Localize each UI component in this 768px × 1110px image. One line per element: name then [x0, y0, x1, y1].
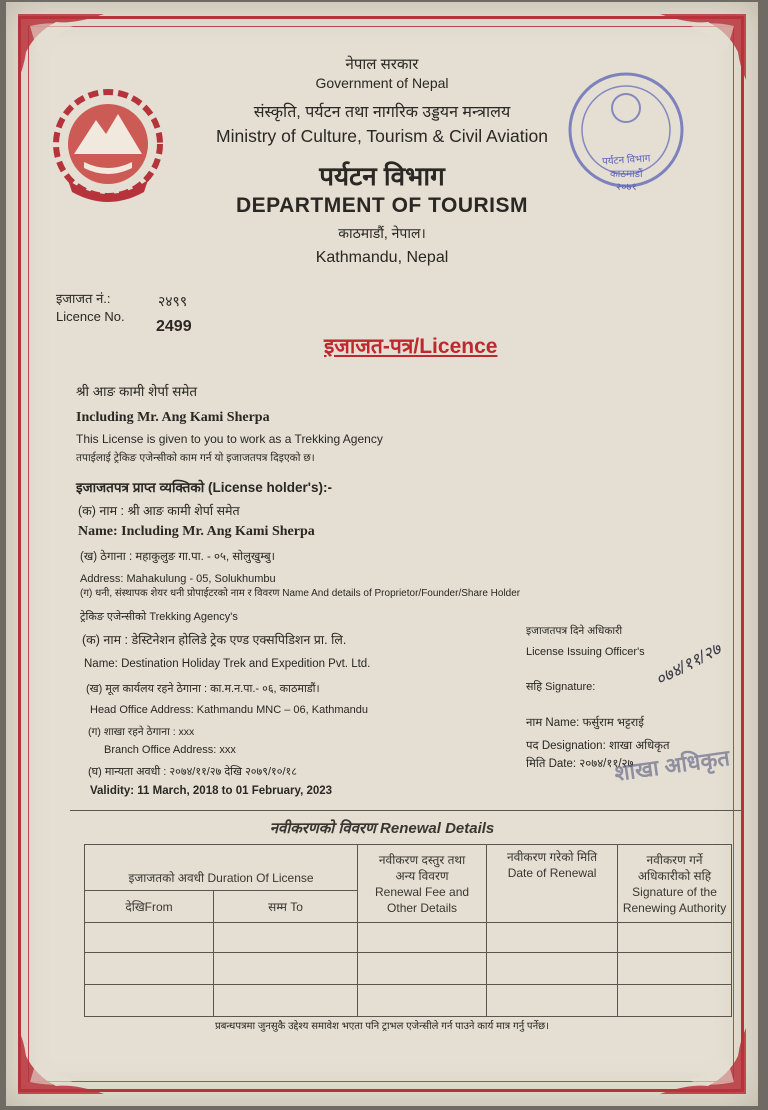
- name-en: Name: Including Mr. Ang Kami Sherpa: [78, 524, 315, 539]
- table-cell: [358, 923, 487, 953]
- given-np: तपाईलाई ट्रेकिङ एजेन्सीको काम गर्न यो इजाजतपत्र दिइएको छ।: [76, 452, 315, 464]
- officer-designation: पद Designation: शाखा अधिकृत: [526, 740, 670, 752]
- fee-header-line: Renewal Fee and: [375, 884, 470, 899]
- from-header: देखिFrom: [85, 891, 214, 923]
- licence-no-en: 2499: [156, 318, 192, 335]
- corner-ornament-bottom-left: [16, 1026, 106, 1096]
- agency-name-en: Name: Destination Holiday Trek and Expedition Pvt. Ltd.: [84, 658, 371, 670]
- officer-date: मिति Date: २०७४/११/२७: [526, 758, 634, 770]
- agency-heading: ट्रेकिङ एजेन्सीको Trekking Agency's: [80, 611, 238, 623]
- branch-np: (ग) शाखा रहने ठेगाना : xxx: [88, 726, 195, 738]
- ministry-title-np: संस्कृति, पर्यटन तथा नागरिक उड्डयन मन्त्रालय: [253, 104, 511, 121]
- table-cell: [487, 953, 618, 985]
- date-header-line: नवीकरण गरेको मिति: [506, 850, 598, 864]
- table-cell: [618, 985, 732, 1017]
- table-cell: [214, 985, 358, 1017]
- fee-header: [358, 845, 487, 923]
- table-cell: [618, 923, 732, 953]
- designation-seal: शाखा अधिकृत: [612, 745, 732, 786]
- table-cell: [487, 985, 618, 1017]
- head-office-en: Head Office Address: Kathmandu MNC – 06, Kathmandu: [90, 704, 369, 716]
- table-row: [85, 923, 732, 953]
- table-cell: [214, 953, 358, 985]
- ministry-title-en: Ministry of Culture, Tourism & Civil Aviation: [216, 126, 548, 146]
- name-np: (क) नाम : श्री आङ कामी शेर्पा समेत: [78, 504, 240, 518]
- footer-note: प्रबन्धपत्रमा जुनसुकै उद्देश्य समावेश भएता पनि ट्राभल एजेन्सीले गर्न पाउने कार्य मात्र गर्नु पर्नेछ।: [215, 1021, 549, 1032]
- gov-title-en: Government of Nepal: [315, 75, 449, 91]
- validity-en: Validity: 11 March, 2018 to 01 February, 2023: [90, 785, 333, 797]
- gov-title-np: नेपाल सरकार: [345, 56, 419, 73]
- sign-header-line: Renewing Authority: [622, 900, 727, 915]
- sign-header-line: नवीकरण गर्ने: [646, 852, 703, 867]
- to-header: सम्म To: [214, 891, 358, 923]
- dept-title-np: पर्यटन विभाग: [319, 161, 445, 191]
- dept-title-en: DEPARTMENT OF TOURISM: [235, 194, 529, 217]
- sign-header-line: अधिकारीको सहि: [637, 868, 712, 883]
- table-cell: [85, 985, 214, 1017]
- sign-header: [618, 845, 732, 923]
- address-np: (ख) ठेगाना : महाकुलुङ गा.पा. - ०५, सोलुखुम्बु।: [80, 551, 275, 563]
- officer-label-np: इजाजतपत्र दिने अधिकारी: [526, 625, 623, 637]
- city-np: काठमाडौं, नेपाल।: [338, 225, 426, 241]
- licence-no-label-en: Licence No.: [56, 309, 125, 324]
- officer-name: नाम Name: फर्सुराम भट्टराई: [526, 717, 644, 729]
- date-header-line: Date of Renewal: [507, 866, 597, 880]
- sign-header-line: Signature of the: [632, 884, 717, 899]
- signature-scribble: ०७४/११/२७: [652, 639, 725, 690]
- given-en: This License is given to you to work as a Trekking Agency: [76, 432, 383, 446]
- validity-np: (घ) मान्यता अवधी : २०७४/११/२७ देखि २०७९/१०/१८: [88, 766, 297, 778]
- fee-header-line: Other Details: [387, 900, 458, 915]
- table-cell: [618, 953, 732, 985]
- renewal-heading: नवीकरणको विवरण Renewal Details: [269, 820, 495, 837]
- licence-no-label-np: इजाजत नं.:: [56, 291, 111, 306]
- table-cell: [214, 923, 358, 953]
- table-cell: [85, 923, 214, 953]
- table-row: [85, 953, 732, 985]
- corner-ornament-bottom-right: [658, 1026, 748, 1096]
- agency-name-np: (क) नाम : डेस्टिनेशन होलिडे ट्रेक एण्ड एक्सपिडिशन प्रा. लि.: [82, 633, 347, 647]
- stamp-text-1: पर्यटन विभाग: [601, 153, 651, 168]
- table-cell: [487, 923, 618, 953]
- branch-en: Branch Office Address: xxx: [104, 744, 236, 756]
- address-en: Address: Mahakulung - 05, Solukhumbu: [80, 573, 276, 585]
- licence-no-np: २४९९: [158, 293, 188, 309]
- head-office-np: (ख) मूल कार्यलय रहने ठेगाना : का.म.न.पा.- ०६, काठमाडौं।: [86, 683, 320, 695]
- stamp-text-2: काठमाडौं: [610, 169, 643, 180]
- renewal-divider: [70, 810, 742, 811]
- stamp-text-3: २०७१: [616, 182, 637, 193]
- table-cell: [85, 953, 214, 985]
- table-cell: [358, 953, 487, 985]
- duration-np: इजाजतको अवधी: [128, 871, 205, 885]
- table-row: [85, 985, 732, 1017]
- holder-en: Including Mr. Ang Kami Sherpa: [76, 410, 270, 425]
- fee-header-line: अन्य विवरण: [395, 868, 449, 883]
- city-en: Kathmandu, Nepal: [315, 249, 449, 266]
- holders-heading: इजाजतपत्र प्राप्त व्यक्तिको (License holder's):-: [76, 480, 332, 495]
- officer-label-en: License Issuing Officer's: [526, 646, 645, 658]
- signature-label: सहि Signature:: [526, 681, 596, 693]
- licence-title: इजाजत-पत्र/Licence: [324, 335, 498, 358]
- fee-header-line: नवीकरण दस्तुर तथा: [378, 852, 466, 867]
- duration-header: [85, 845, 358, 891]
- licence-document: [6, 2, 758, 1106]
- holder-np: श्री आङ कामी शेर्पा समेत: [76, 384, 198, 399]
- proprietor-line: (ग) धनी, संस्थापक शेयर धनी प्रोपाईटरको नाम र विवरण Name And details of Proprietor/Founder/Share Holder: [80, 588, 521, 599]
- date-header: [487, 845, 618, 923]
- renewal-table: [84, 844, 732, 1017]
- duration-en: Duration Of License: [207, 871, 314, 885]
- table-cell: [358, 985, 487, 1017]
